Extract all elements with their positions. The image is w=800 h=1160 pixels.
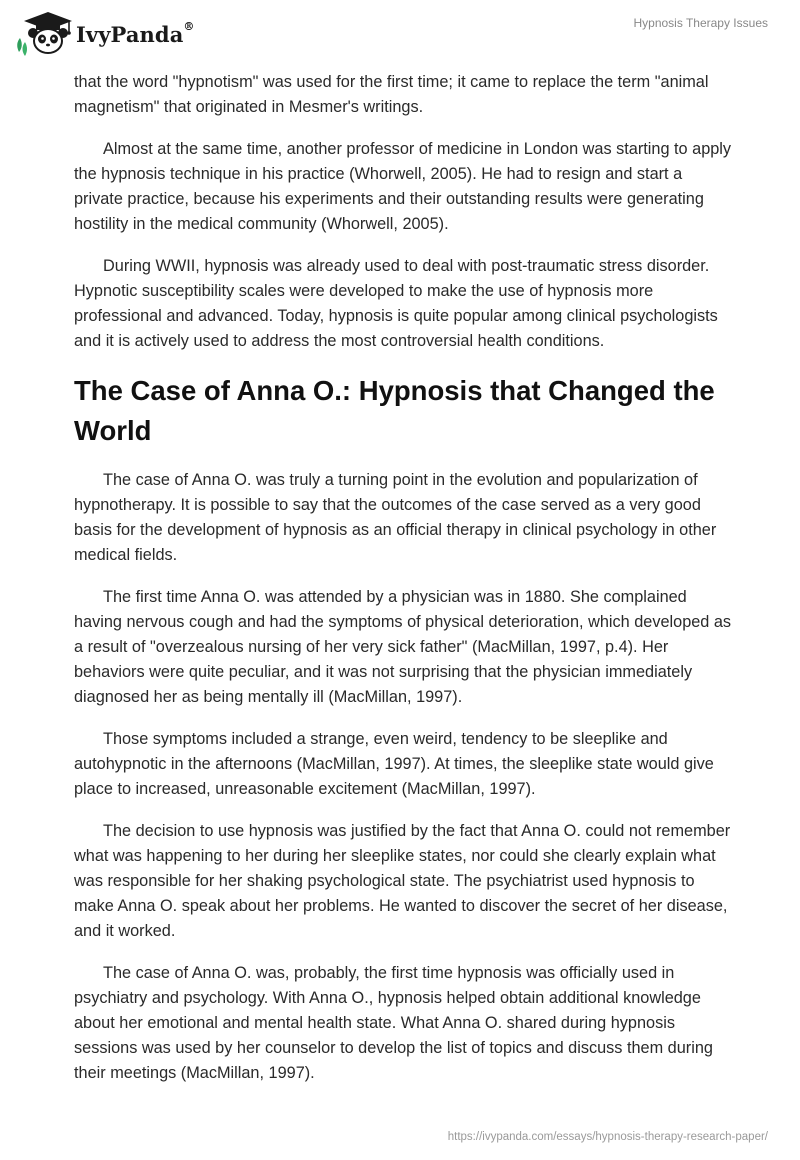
paragraph: During WWII, hypnosis was already used to deal with post-traumatic stress disorder. Hypnotic susceptibility scales were developed to make the use of hypnosis more professional and advanced. Today, hypnosis is quite popular among clinical psychologists and it is actively used to address the most controversial health conditions.: [74, 257, 718, 350]
logo-text: IvyPanda®: [76, 19, 195, 47]
document-title: Hypnosis Therapy Issues: [633, 16, 768, 30]
page-header: [0, 0, 800, 70]
paragraph: that the word "hypnotism" was used for the first time; it came to replace the term "animal magnetism" that originated in Mesmer's writings.: [74, 73, 709, 116]
paragraph: The first time Anna O. was attended by a physician was in 1880. She complained having nervous cough and had the symptoms of physical deterioration, which developed as a result of "overzealous nursing of her very sick father" (MacMillan, 1997, p.4). Her behaviors were quite peculiar, and it was not surprising that the physician immediately diagnosed her as being mentally ill (MacMillan, 1997).: [74, 588, 732, 706]
source-url[interactable]: https://ivypanda.com/essays/hypnosis-therapy-research-paper/: [447, 1131, 768, 1143]
paragraph: The decision to use hypnosis was justified by the fact that Anna O. could not remember what was happening to her during her sleeplike states, nor could she clearly explain what was responsible for her shaking psychological state. The psychiatrist used hypnosis to make Anna O. speak about her problems. He wanted to discover the secret of her disease, and it worked.: [74, 822, 731, 940]
section-heading: The Case of Anna O.: Hypnosis that Changed the World: [74, 375, 715, 446]
paragraph: The case of Anna O. was, probably, the first time hypnosis was officially used in psychiatry and psychology. With Anna O., hypnosis helped obtain additional knowledge about her emotional and mental health state. What Anna O. shared during hypnosis sessions was used by her counselor to develop the list of topics and discuss them during their meetings (MacMillan, 1997).: [74, 964, 713, 1082]
paragraph: The case of Anna O. was truly a turning point in the evolution and popularization of hypnotherapy. It is possible to say that the outcomes of the case served as a very good basis for the development of hypnosis as an official therapy in clinical psychology in other medical fields.: [74, 471, 717, 564]
paragraph: Almost at the same time, another professor of medicine in London was starting to apply the hypnosis technique in his practice (Whorwell, 2005). He had to resign and start a private practice, because his experiments and their outstanding results were generating hostility in the medical community (Whorwell, 2005).: [74, 140, 732, 233]
ivypanda-logo[interactable]: [14, 8, 195, 58]
panda-graduate-icon: [14, 8, 74, 58]
paragraph: Those symptoms included a strange, even weird, tendency to be sleeplike and autohypnotic in the afternoons (MacMillan, 1997). At times, the sleeplike state would give place to increased, unreasonable excitement (MacMillan, 1997).: [74, 730, 714, 798]
essay-content: [74, 70, 734, 1103]
